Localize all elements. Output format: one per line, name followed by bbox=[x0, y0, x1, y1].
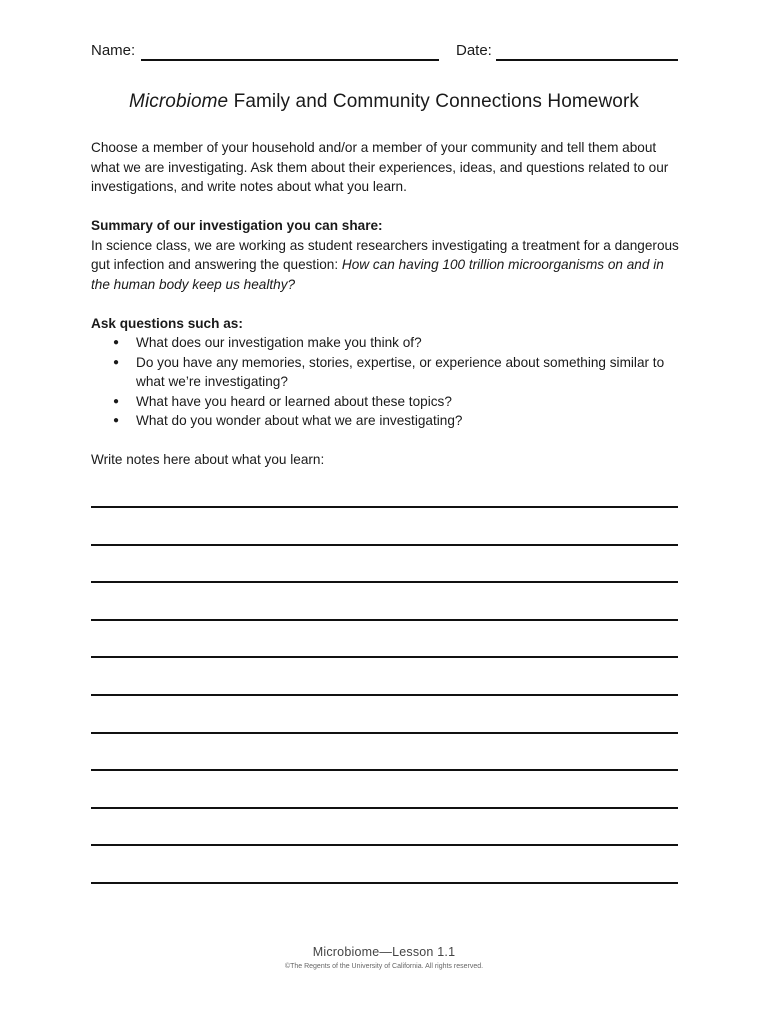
title-italic: Microbiome bbox=[129, 91, 229, 112]
note-line[interactable] bbox=[91, 732, 678, 734]
lesson-label: Microbiome—Lesson 1.1 bbox=[312, 945, 456, 959]
note-line[interactable] bbox=[91, 807, 678, 809]
name-label: Name: bbox=[91, 42, 136, 59]
questions-heading: Ask questions such as: bbox=[91, 315, 243, 331]
questions-list bbox=[91, 333, 681, 431]
note-line[interactable] bbox=[91, 581, 678, 583]
summary-paragraph bbox=[91, 236, 681, 295]
intro-paragraph: Choose a member of your household and/or a member of your community and tell them about what we are investigating. Ask them about their experiences, ideas, and questions related to our investigations, and write notes about what you learn. bbox=[91, 140, 669, 194]
page-title bbox=[0, 91, 768, 113]
notes-area[interactable] bbox=[91, 506, 678, 920]
note-line[interactable] bbox=[91, 544, 678, 546]
note-line[interactable] bbox=[91, 506, 678, 508]
note-line[interactable] bbox=[91, 769, 678, 771]
summary-text: In science class, we are working as student researchers investigating a treatment for a dangerous gut infection and answering the question: bbox=[91, 237, 679, 272]
note-line[interactable] bbox=[91, 619, 678, 621]
list-item: ● What have you heard or learned about these topics? bbox=[91, 392, 681, 412]
header-row bbox=[91, 40, 678, 64]
summary-section bbox=[91, 216, 681, 294]
name-field[interactable] bbox=[141, 59, 439, 61]
title-rest: Family and Community Connections Homework bbox=[228, 91, 639, 112]
note-line[interactable] bbox=[91, 694, 678, 696]
list-item: ● What do you wonder about what we are investigating? bbox=[91, 411, 681, 431]
summary-question: How can having 100 trillion microorganisms on and in the human body keep us healthy? bbox=[91, 257, 664, 292]
questions-section bbox=[91, 314, 681, 431]
note-line[interactable] bbox=[91, 656, 678, 658]
list-item: ● Do you have any memories, stories, expertise, or experience about something similar to what we’re investigating? bbox=[91, 353, 681, 392]
notes-prompt: Write notes here about what you learn: bbox=[91, 452, 325, 467]
date-label: Date: bbox=[456, 42, 492, 59]
footer bbox=[0, 945, 768, 970]
summary-heading: Summary of our investigation you can share: bbox=[91, 218, 383, 233]
note-line[interactable] bbox=[91, 882, 678, 884]
date-field[interactable] bbox=[496, 59, 678, 61]
note-line[interactable] bbox=[91, 844, 678, 846]
copyright-notice: ©The Regents of the University of California. All rights reserved. bbox=[284, 963, 484, 970]
list-item: ● What does our investigation make you think of? bbox=[91, 333, 681, 353]
main-content bbox=[91, 138, 681, 470]
